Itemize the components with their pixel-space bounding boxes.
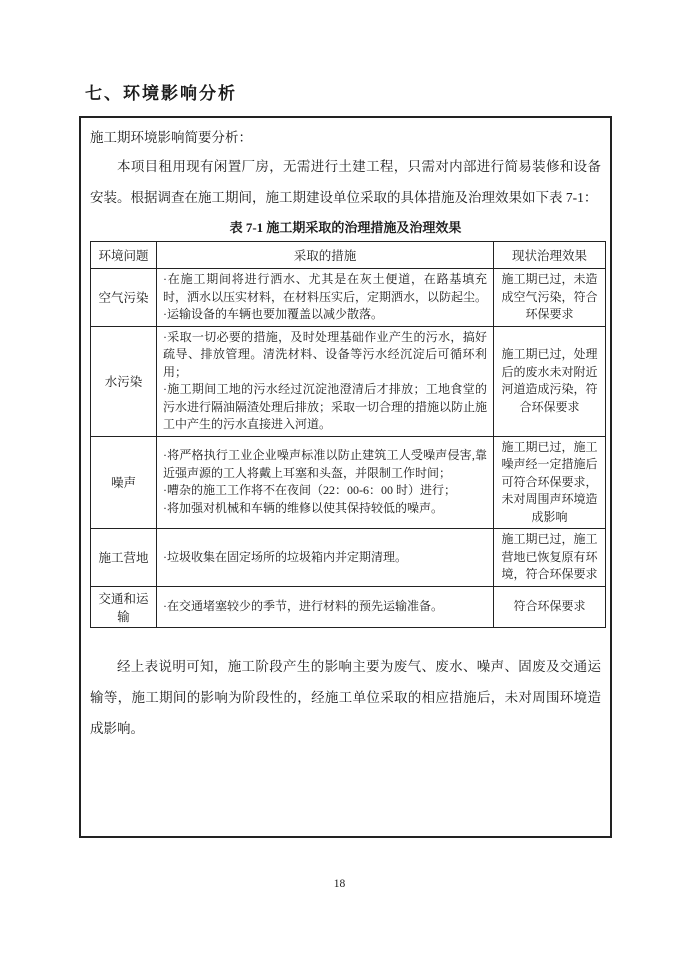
issue-cell: 空气污染 bbox=[91, 269, 157, 327]
table-row-water-pollution bbox=[91, 326, 606, 436]
closing-paragraph: 经上表说明可知，施工阶段产生的影响主要为废气、废水、噪声、固废及交通运输等，施工期间的影响为阶段性的，经施工单位采取的相应措施后，未对周围环境造成影响。 bbox=[90, 658, 601, 736]
table-row-noise bbox=[91, 436, 606, 529]
col-header-effect: 现状治理效果 bbox=[494, 242, 606, 269]
issue-cell: 噪声 bbox=[91, 436, 157, 529]
effect-cell: 施工期已过，处理后的废水未对附近河道造成污染，符合环保要求 bbox=[494, 326, 606, 436]
table-row-construction-camp bbox=[91, 529, 606, 587]
effect-cell: 施工期已过，施工噪声经一定措施后可符合环保要求，未对周围声环境造成影响 bbox=[494, 436, 606, 529]
measures-cell bbox=[157, 529, 494, 587]
measure-item: ·将加强对机械和车辆的维修以使其保持较低的噪声。 bbox=[163, 500, 443, 515]
table-row-air-pollution bbox=[91, 269, 606, 327]
measure-item: ·采取一切必要的措施，及时处理基础作业产生的污水，搞好疏导、排放管理。清洗材料、设备等污水经沉淀后可循环利用； bbox=[163, 329, 487, 379]
measure-item: ·在交通堵塞较少的季节，进行材料的预先运输准备。 bbox=[163, 598, 443, 613]
issue-cell: 施工营地 bbox=[91, 529, 157, 587]
effect-cell: 施工期已过，未造成空气污染，符合环保要求 bbox=[494, 269, 606, 327]
section-title: 七、环境影响分析 bbox=[85, 84, 237, 103]
issue-cell: 水污染 bbox=[91, 326, 157, 436]
content-box bbox=[79, 116, 612, 838]
issue-cell: 交通和运输 bbox=[91, 586, 157, 627]
measures-cell bbox=[157, 436, 494, 529]
intro-paragraph: 本项目租用现有闲置厂房，无需进行土建工程，只需对内部进行简易装修和设备安装。根据调查在施工期间，施工期建设单位采取的具体措施及治理效果如下表 7-1： bbox=[90, 159, 601, 205]
measures-cell bbox=[157, 586, 494, 627]
effect-cell: 符合环保要求 bbox=[494, 586, 606, 627]
col-header-measures: 采取的措施 bbox=[157, 242, 494, 269]
intro-heading: 施工期环境影响简要分析： bbox=[90, 130, 252, 145]
table-row-traffic-transport bbox=[91, 586, 606, 627]
measure-item: ·运输设备的车辆也要加覆盖以减少散落。 bbox=[163, 307, 383, 321]
table-header-row bbox=[91, 242, 606, 269]
measure-item: ·垃圾收集在固定场所的垃圾箱内并定期清理。 bbox=[163, 549, 407, 564]
treatment-measures-table bbox=[90, 241, 606, 628]
measure-item: ·嘈杂的施工工作将不在夜间（22：00-6：00 时）进行； bbox=[163, 483, 456, 498]
measures-cell bbox=[157, 326, 494, 436]
measures-cell bbox=[157, 269, 494, 327]
measure-item: ·在施工期间将进行洒水、尤其是在灰土便道，在路基填充时，洒水以压实材料，在材料压实后，定期洒水，以防起尘。 bbox=[163, 272, 488, 304]
effect-cell: 施工期已过，施工营地已恢复原有环境，符合环保要求 bbox=[494, 529, 606, 587]
measure-item: ·将严格执行工业企业噪声标准以防止建筑工人受噪声侵害,靠近强声源的工人将戴上耳塞和头盔，并限制工作时间； bbox=[163, 448, 487, 480]
measure-item: ·施工期间工地的污水经过沉淀池澄清后才排放；工地食堂的污水进行隔油隔渣处理后排放；采取一切合理的措施以防止施工中产生的污水直接进入河道。 bbox=[163, 382, 488, 431]
col-header-issue: 环境问题 bbox=[91, 242, 157, 269]
table-caption: 表 7-1 施工期采取的治理措施及治理效果 bbox=[229, 220, 462, 235]
page-number: 18 bbox=[333, 878, 346, 890]
